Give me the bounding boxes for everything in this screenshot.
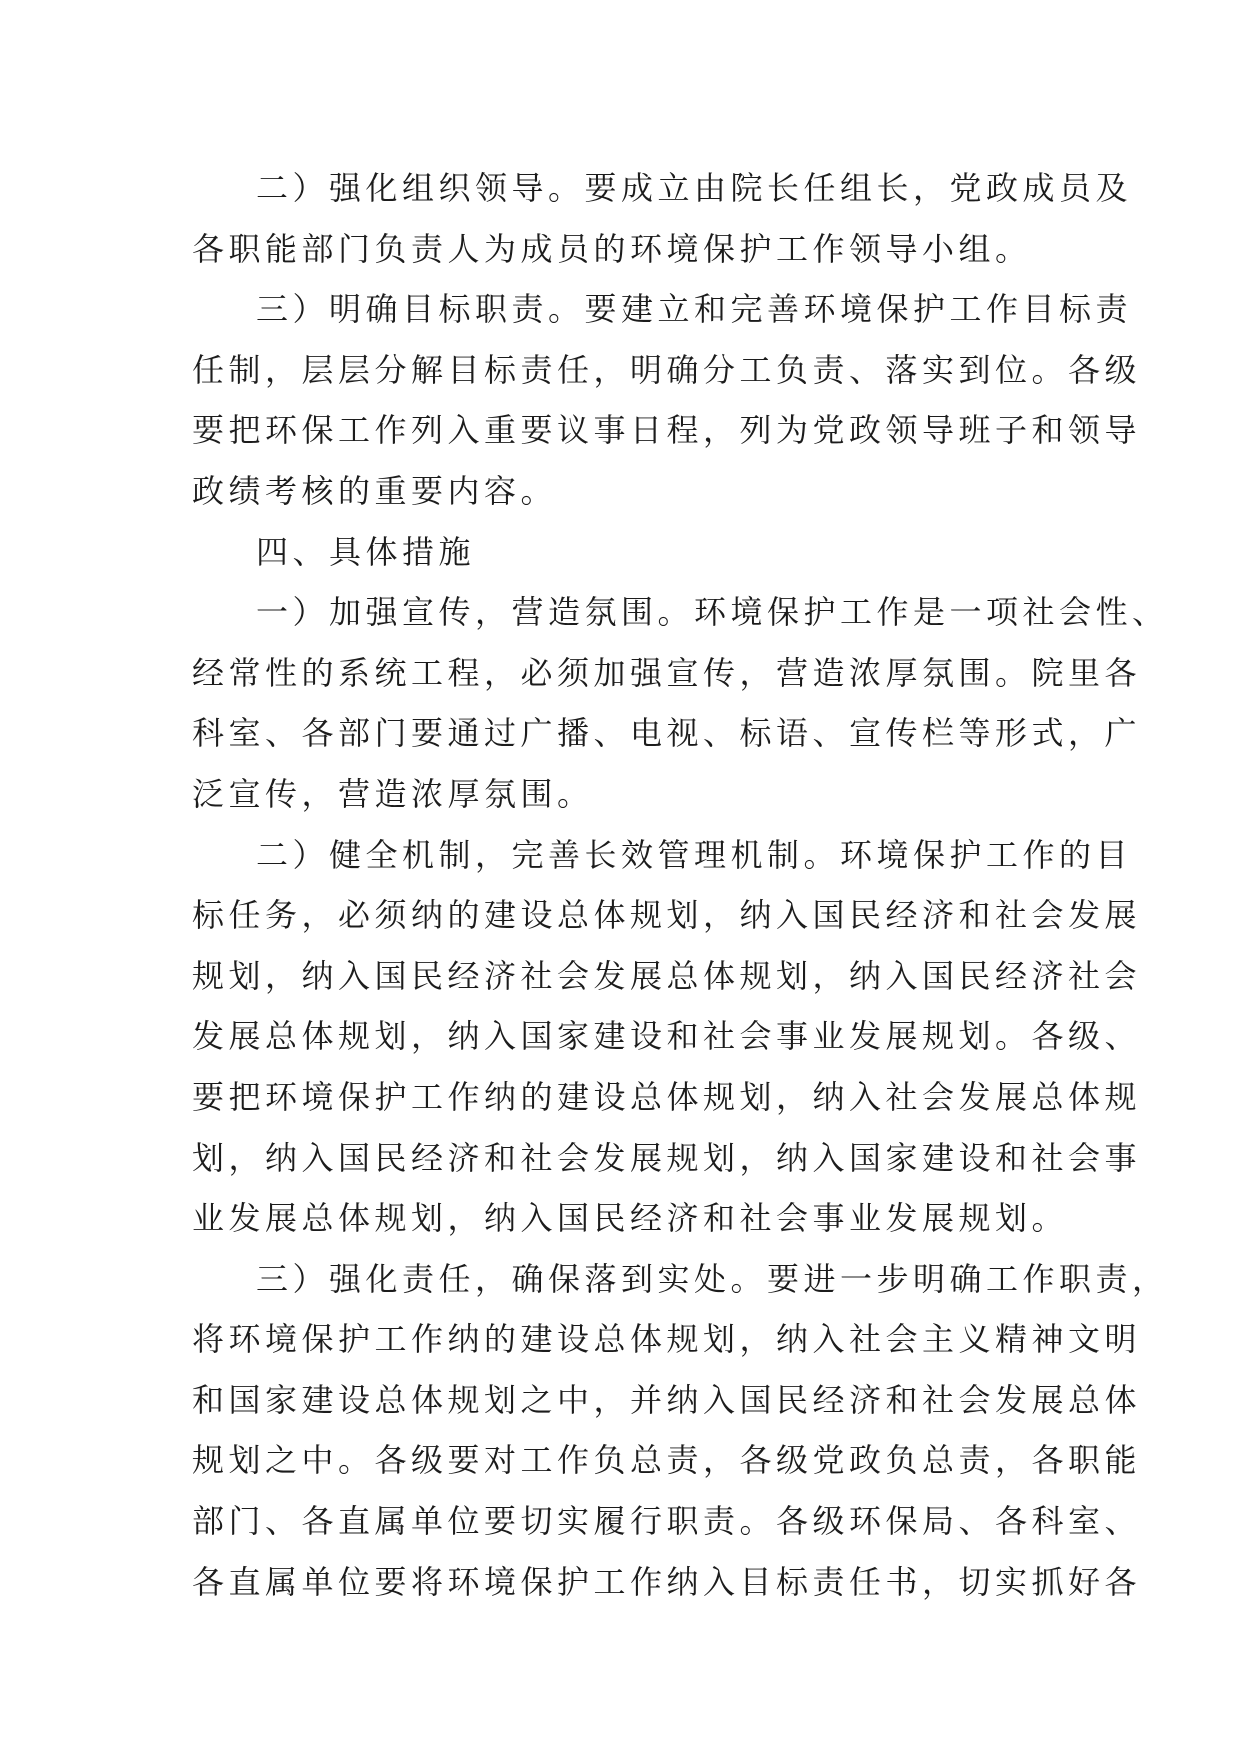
paragraph-line: 经常性的系统工程，必须加强宣传，营造浓厚氛围。院里各 [192,653,1142,692]
paragraph-line: 业发展总体规划，纳入国民经济和社会事业发展规划。 [192,1199,1069,1238]
paragraph-line: 要把环保工作列入重要议事日程，列为党政领导班子和领导 [192,411,1142,450]
paragraph-line: 科室、各部门要通过广播、电视、标语、宣传栏等形式，广 [192,714,1142,753]
paragraph-line: 将环境保护工作纳的建设总体规划，纳入社会主义精神文明 [192,1320,1142,1359]
paragraph-line: 和国家建设总体规划之中，并纳入国民经济和社会发展总体 [192,1380,1142,1419]
paragraph-line: 二）强化组织领导。要成立由院长任组长，党政成员及 [256,169,1133,207]
paragraph-line: 各直属单位要将环境保护工作纳入目标责任书，切实抓好各 [192,1562,1142,1601]
paragraph-line: 三）明确目标职责。要建立和完善环境保护工作目标责 [256,290,1133,329]
paragraph-line: 政绩考核的重要内容。 [192,471,558,510]
paragraph-line: 规划，纳入国民经济社会发展总体规划，纳入国民经济社会 [192,956,1142,995]
paragraph-line: 发展总体规划，纳入国家建设和社会事业发展规划。各级、 [192,1017,1142,1056]
paragraph-line: 三）强化责任，确保落到实处。要进一步明确工作职责， [256,1259,1169,1298]
paragraph-line: 二）健全机制，完善长效管理机制。环境保护工作的目 [256,835,1133,874]
paragraph-line: 规划之中。各级要对工作负总责，各级党政负总责，各职能 [192,1441,1142,1480]
paragraph-line: 泛宣传，营造浓厚氛围。 [192,774,594,813]
paragraph-line: 各职能部门负责人为成员的环境保护工作领导小组。 [192,229,1032,268]
paragraph-line: 要把环境保护工作纳的建设总体规划，纳入社会发展总体规 [192,1077,1142,1116]
document-body [192,158,1169,1612]
paragraph-line: 标任务，必须纳的建设总体规划，纳入国民经济和社会发展 [192,896,1142,935]
paragraph-line: 划，纳入国民经济和社会发展规划，纳入国家建设和社会事 [192,1138,1142,1177]
paragraph-line: 一）加强宣传，营造氛围。环境保护工作是一项社会性、 [256,593,1169,632]
section-heading: 四、具体措施 [256,532,476,571]
paragraph-line: 任制，层层分解目标责任，明确分工负责、落实到位。各级 [192,350,1142,389]
paragraph-line: 部门、各直属单位要切实履行职责。各级环保局、各科室、 [192,1502,1142,1541]
